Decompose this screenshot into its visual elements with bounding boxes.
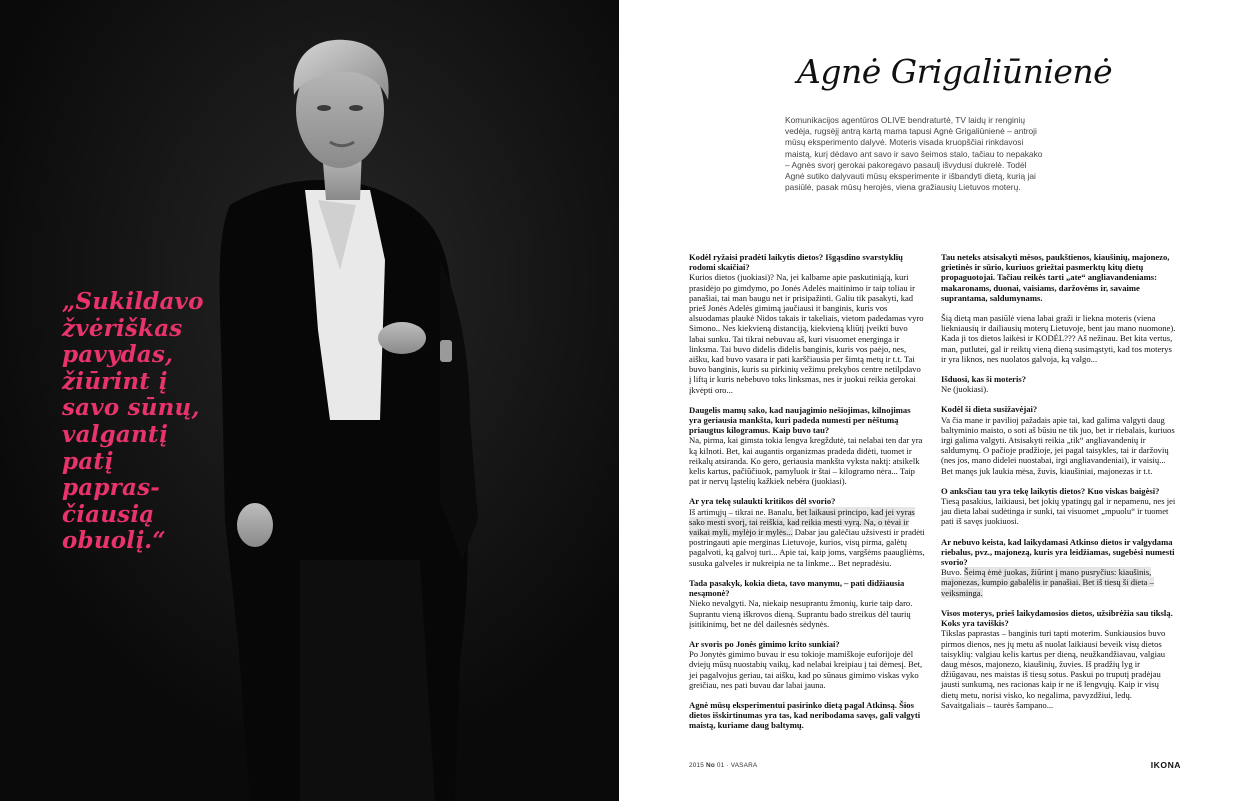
qa-block — [941, 486, 1177, 527]
question: Kodėl ryžaisi pradėti laikytis dietos? Išgąsdino svarstyklių rodomi skaičiai? — [689, 252, 903, 273]
answer: Kurios dietos (juokiasi)? Na, jei kalbame apie paskutiniąją, kuri prasidėjo po gimdymo, po Jonės Adelės maitinimo ir taip toliau ir panašiai, tai man baugu net ir prisipažinti. Galiu tik pasakyti, kad prieš Jonės Adelės gimimą jaučiausi it banginis, kuris vos alsuodamas plaukė Nidos takais ir takeliais, vietom padedamas vyro Simono.. Nes kiekvieną distanciją, kiekvieną kliūtį įveikti buvo labai sunku. Tai tikrai nebuvau aš, kuri visuomet energinga ir linksma. Tai buvo didelis didelis banginis, kuris vos paėjo, nes, aišku, kad buvo vasara ir pati karščiausia per šimtą metų ir t.t. Tai buvo banginis, kuris su pirkinių vežimu prekybos centre netilpdavo į liftą ir kuris nebebuvo toks linksmas, nes ir juokui reikia gerokai įkvėpti oro... — [689, 272, 924, 395]
answer-text: Dabar jau galėčiau užsivesti ir pradėti postringauti apie merginas Lietuvoje, kurios, visų pirma, galėtų pagalvoti, ką galvoj turi... Apie tai, kaip joms, vargšėms paaugliėms, susuka galveles ir nukreipia ne ta linkme... Bet nepradėsiu. — [689, 527, 925, 568]
answer: Šią dietą man pasiūlė viena labai graži ir liekna moteris (viena liekniausių ir dailiausių moterų Lietuvoje, bent jau mano nuomone). Kada ji tos dietos laikėsi ir KODĖL??? Aš nežinau. Bet kita vertus, man, putlutei, gal ir reiktų vieną dieną susimąstyti, kad tos moterys ir yra liknos, nes nuolatos galvoja, ką valgo... — [941, 313, 1176, 364]
answer: Na, pirma, kai gimsta tokia lengva kregždutė, tai nelabai ten dar yra ką kilnoti. Bet, kai augantis organizmas pradeda didėti, tuomet ir reikalų atsiranda. Ko gero, geriausia mankšta vyksta naktį: atsikelk kelis kartus, pačiūčiuok, pamyluok ir štai – kilogramo nėra... Taip pat ir nervų ląstelių kažkiek nebėra (juokiasi). — [689, 435, 923, 487]
qa-block — [941, 608, 1177, 710]
answer: Ne (juokiasi). — [941, 384, 989, 395]
qa-block — [689, 252, 925, 395]
question: Agnė mūsų eksperimentui pasirinko dietą pagal Atkinsą. Šios dietos išskirtinumas yra tas, kad neribodama savęs, gali valgyti maistą, kuriame daug baltymų. — [689, 699, 921, 731]
qa-block — [689, 405, 925, 487]
qa-block — [689, 700, 925, 731]
footer-year: 2015 — [689, 762, 705, 769]
pull-quote: „Sukildavo žvėriškas pavydas, žiūrint į savo sūnų, valgantį patį paprasčiausią obuolį.“ — [62, 288, 204, 555]
question: Tau neteks atsisakyti mėsos, paukštienos, kiaušinių, majonezo, grietinės ir sūrio, kuriuos griežtai pasmerktų kitų dietų propaguotojai. Tačiau reikės tarti „ate“ angliavandeniams: makaronams, duonai, vaisiams, daržovėms ir, savaime suprantama, saldumynams. — [941, 252, 1170, 303]
answer — [689, 507, 925, 568]
question: Išduosi, kas ši moteris? — [941, 374, 1026, 385]
qa-block — [941, 537, 1177, 598]
qa-block — [941, 404, 1177, 475]
qa-block — [689, 578, 925, 629]
question: Ar yra tekę sulaukti kritikos dėl svorio? — [689, 496, 836, 507]
answer: Nieko nevalgyti. Na, niekaip nesuprantu žmonių, kurie taip daro. Suprantu vieną iškrovos dieną. Suprantu bado streikus dėl taurių įsitikinimų, bet ne dėl dailesnės sėdynės. — [689, 598, 913, 629]
answer: Tiesą pasakius, laikiausi, bet jokių ypatingų gal ir nepamenu, nes jei jau dieta labai sudėtinga ir sunki, tai visuomet „mpuolu“ ir tuomet pati iš savęs juokiuosi. — [941, 496, 1176, 527]
qa-block — [689, 496, 925, 567]
answer: Po Jonytės gimimo buvau ir esu tokioje mamiškoje euforijoje dėl dviejų mūsų nuostabių vaikų, kad nelabai kreipiau į tai dėmesį. Bet, jei pagalvojus geriau, tai aišku, kad po sūnaus gimimo viskas vyko greičiau, nes pati buvau dar labai jauna. — [689, 649, 923, 690]
text-column-1 — [689, 252, 925, 741]
highlighted-text: bet laikausi principo, kad jei vyras sako mesti svorį, tai reiškia, kad reikia mesti vyrą. Na, o tėvai ir vaikai myli, mylėjo ir mylės... — [689, 506, 915, 538]
question: Ar nebuvo keista, kad laikydamasi Atkinso dietos ir valgydama riebalus, pvz., majonezą, kuris yra leidžiamas, sugebėsi numesti svorio? — [941, 536, 1175, 568]
article-title: Agnė Grigaliūnienė — [797, 52, 1113, 91]
footer-issue: 01 · VASARA — [716, 762, 758, 769]
qa-block — [689, 639, 925, 690]
article-intro: Komunikacijos agentūros OLIVE bendraturtė, TV laidų ir renginių vedėja, rugsėjį antrą kartą mama tapusi Agnė Grigaliūnienė – antroji mūsų eksperimento dalyvė. Moteris visada kruopščiai rinkdavosi maistą, kurį dėdavo ant savo ir savo šeimos stalo, tačiau to nepakako – Agnės svorį gerokai pakoregavo pasaulį išvydusi dukrelė. Todėl Agnė sutiko dalyvauti mūsų eksperimente ir išbandyti dietą, kurią jai pasiūlė, pasak mūsų herojės, viena gražiausių Lietuvos moterų. — [785, 115, 1043, 193]
answer-text: Buvo. — [941, 567, 964, 578]
qa-block — [941, 313, 1177, 364]
qa-block — [941, 374, 1177, 394]
highlighted-text: Šeimą ėmė juokas, žiūrint į mano pusryčius: kiaušinis, majonezas, kumpio gabalėlis ir panašiai. Bet iš tiesų ši dieta – veiksminga. — [941, 567, 1154, 598]
answer: Tikslas paprastas – banginis turi tapti moterim. Sunkiausios buvo pirmos dienos, nes jų metu aš nuolat laikiausi beveik visų dietos taisyklių: valgiau kelis kartus per dieną, neužkandžiavau, valgiau daug mėsos, majonezo, kiaušinių, žuvies. Iš pradžių lyg ir džiūgavau, nes maistas iš tiesų sotus. Paskui po truputį pradėjau jausti sunkumą, nes racionas kaip ir ne iš lengvųjų. Kaip ir visų dietų metu, norisi visko, ko negalima, pavyzdžiui, ledų. Savaitgaliais – taurės šampano... — [941, 628, 1166, 710]
question: Tada pasakyk, kokia dieta, tavo manymu, – pati didžiausia nesąmonė? — [689, 577, 905, 599]
right-page — [619, 0, 1237, 801]
question: Visos moterys, prieš laikydamosios dietos, užsibrėžia sau tikslą. Koks yra taviškis? — [941, 607, 1173, 629]
question: Daugelis mamų sako, kad naujagimio nešiojimas, kilnojimas yra geriausia mankšta, kuri padeda numesti per nėštumą priaugtus kilogramus. Kaip buvo tau? — [689, 404, 911, 436]
answer: Va čia mane ir pavilioj pažadais apie tai, kad galima valgyti daug baltyminio maisto, o soti aš būsiu ne tik juo, bet ir riebalais, kuriuos irgi galima valgyti. Atsisakyti reikia „tik“ angliavandenių ir saldumynų. O pačioje pradžioje, jei pagal taisykles, tai ir daržovių (nes jos, mano didelei nuostabai, irgi angliavandeniai), ir vaisių... Bet manęs juk laukia mėsa, žuvis, kiaušiniai, majonezas ir t.t. — [941, 414, 1175, 476]
text-column-2 — [941, 252, 1177, 720]
question: Kodėl ši dieta susižavėjai? — [941, 404, 1038, 415]
answer-text: Iš artimųjų – tikrai ne. Banalu, — [689, 506, 797, 517]
page-footer — [689, 762, 757, 769]
qa-block — [941, 252, 1177, 303]
footer-no-label: No — [706, 762, 715, 769]
question: Ar svoris po Jonės gimimo krito sunkiai? — [689, 638, 840, 649]
question: O anksčiau tau yra tekę laikytis dietos? Kuo viskas baigėsi? — [941, 485, 1160, 496]
magazine-name: IKONA — [1150, 760, 1181, 770]
answer — [941, 567, 1177, 598]
